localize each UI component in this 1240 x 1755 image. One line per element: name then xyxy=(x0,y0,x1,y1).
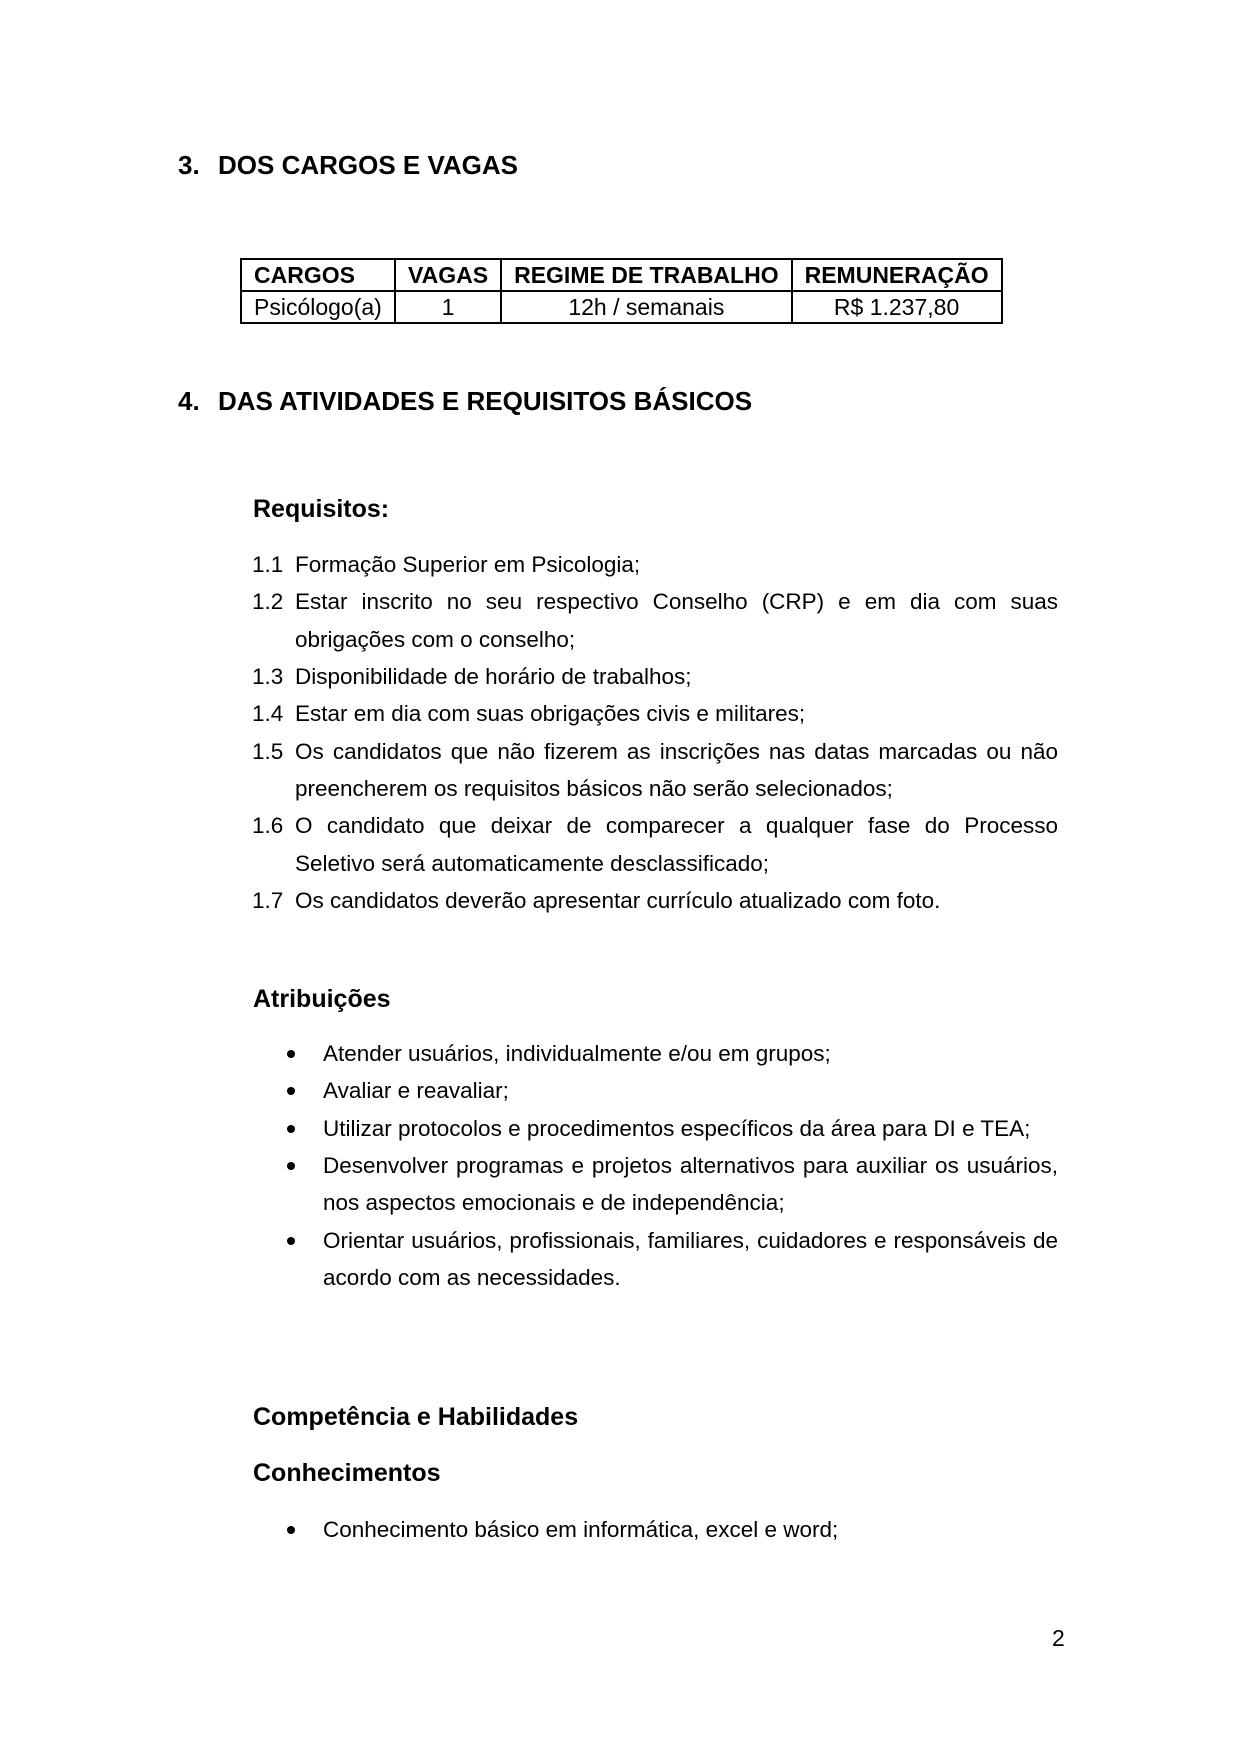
page-number: 2 xyxy=(1052,1625,1065,1651)
header-cargos: CARGOS xyxy=(241,259,395,291)
item-text: Atender usuários, individualmente e/ou em grupos; xyxy=(323,1041,831,1066)
atribuicoes-list xyxy=(285,1035,1058,1296)
section-3-title: DOS CARGOS E VAGAS xyxy=(218,150,519,180)
list-item xyxy=(252,546,1058,583)
list-item xyxy=(285,1147,1058,1222)
item-text: Os candidatos deverão apresentar currículo atualizado com foto. xyxy=(295,888,941,914)
bullet-icon xyxy=(287,1237,295,1245)
list-item xyxy=(252,695,1058,732)
cell-remuneracao: R$ 1.237,80 xyxy=(792,291,1002,323)
cell-vagas: 1 xyxy=(395,291,501,323)
item-number: 1.2 xyxy=(252,589,284,615)
item-text: Os candidatos que não fizerem as inscrições nas datas marcadas ou não preencherem os requisitos básicos não serão selecionados; xyxy=(295,738,1058,802)
bullet-icon xyxy=(287,1162,295,1170)
section-4-title: DAS ATIVIDADES E REQUISITOS BÁSICOS xyxy=(218,386,753,416)
list-item xyxy=(252,658,1058,695)
cell-regime: 12h / semanais xyxy=(501,291,792,323)
bullet-icon xyxy=(287,1050,295,1058)
item-text: O candidato que deixar de comparecer a qualquer fase do Processo Seletivo será automaticamente desclassificado; xyxy=(295,813,1058,876)
cargos-table xyxy=(240,258,1003,324)
list-item xyxy=(252,583,1058,658)
item-number: 1.1 xyxy=(252,552,284,577)
item-text: Estar inscrito no seu respectivo Conselho (CRP) e em dia com suas obrigações com o conselho; xyxy=(295,589,1058,652)
header-vagas: VAGAS xyxy=(395,259,501,291)
item-number: 1.4 xyxy=(252,701,284,727)
header-remuneracao: REMUNERAÇÃO xyxy=(792,259,1002,291)
item-number: 1.5 xyxy=(252,738,284,764)
item-text: Orientar usuários, profissionais, familiares, cuidadores e responsáveis de acordo com as necessidades. xyxy=(323,1227,1058,1291)
item-text: Conhecimento básico em informática, excel e word; xyxy=(323,1517,839,1542)
table-row xyxy=(241,291,1002,323)
cell-cargo: Psicólogo(a) xyxy=(241,291,395,323)
list-item xyxy=(285,1035,1058,1072)
list-item xyxy=(285,1511,1058,1548)
item-text: Desenvolver programas e projetos alternativos para auxiliar os usuários, nos aspectos emocionais e de independência; xyxy=(323,1153,1058,1216)
list-item xyxy=(252,733,1058,808)
list-item xyxy=(285,1222,1058,1297)
item-text: Disponibilidade de horário de trabalhos; xyxy=(295,664,692,690)
item-number: 1.6 xyxy=(252,813,284,839)
competencia-heading: Competência e Habilidades xyxy=(253,1403,579,1431)
conhecimentos-list xyxy=(285,1511,1058,1548)
bullet-icon xyxy=(287,1125,295,1133)
section-3-number: 3. xyxy=(178,150,200,180)
list-item xyxy=(285,1072,1058,1109)
conhecimentos-heading: Conhecimentos xyxy=(253,1459,441,1487)
item-text: Estar em dia com suas obrigações civis e militares; xyxy=(295,701,806,727)
bullet-icon xyxy=(287,1087,295,1095)
requisitos-heading: Requisitos: xyxy=(253,495,390,523)
section-3-heading xyxy=(178,150,518,180)
section-4-heading xyxy=(178,386,752,416)
item-text: Avaliar e reavaliar; xyxy=(323,1078,509,1104)
item-number: 1.3 xyxy=(252,664,284,690)
atribuicoes-heading: Atribuições xyxy=(253,985,391,1013)
table-header-row xyxy=(241,259,1002,291)
list-item xyxy=(252,807,1058,882)
item-number: 1.7 xyxy=(252,888,284,914)
requisitos-list xyxy=(252,546,1058,919)
bullet-icon xyxy=(287,1526,295,1534)
item-text: Formação Superior em Psicologia; xyxy=(295,552,641,577)
section-4-number: 4. xyxy=(178,386,200,416)
list-item xyxy=(285,1110,1058,1147)
header-regime: REGIME DE TRABALHO xyxy=(501,259,792,291)
item-text: Utilizar protocolos e procedimentos específicos da área para DI e TEA; xyxy=(323,1115,1031,1141)
list-item xyxy=(252,882,1058,919)
